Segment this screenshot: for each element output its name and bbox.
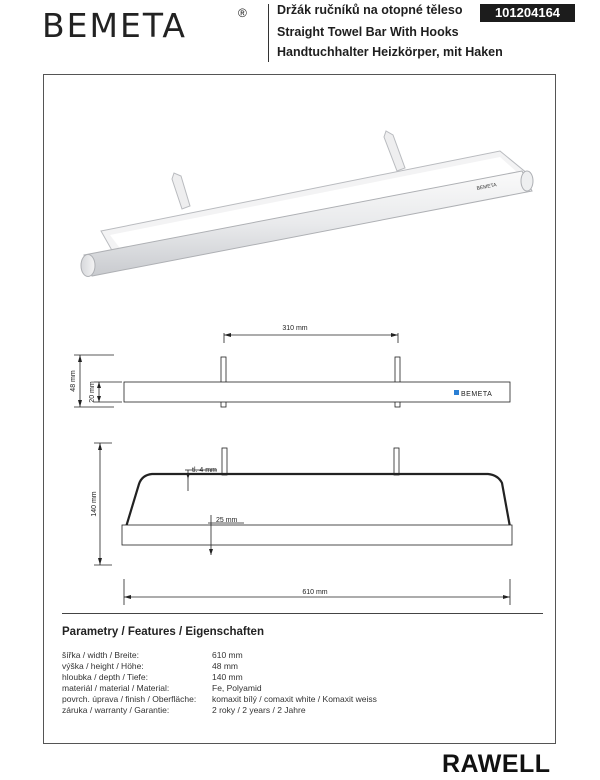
label-48mm: 48 mm <box>70 370 77 392</box>
product-code: 101204164 <box>480 4 575 22</box>
front-view-bar <box>124 382 510 402</box>
spec-row <box>62 705 482 716</box>
render-bar-logo: BEMETA <box>476 182 498 192</box>
top-view-bar <box>122 525 512 545</box>
label-140mm: 140 mm <box>91 491 98 517</box>
left-hook <box>172 173 190 209</box>
label-20mm: 20 mm <box>89 381 96 403</box>
product-render <box>44 75 555 305</box>
bar-logo-mark <box>454 390 459 395</box>
spec-row <box>62 694 482 705</box>
registered-mark: ® <box>238 6 247 20</box>
technical-drawing <box>44 315 555 610</box>
bar-end-cap <box>81 255 95 277</box>
label-tl4mm: tl. 4 mm <box>192 467 217 474</box>
drawing-bar-logo: BEMETA <box>461 391 493 398</box>
spec-row <box>62 661 482 672</box>
spec-row <box>62 650 482 661</box>
logo-text: BEMETA <box>42 6 187 45</box>
title-cz: Držák ručníků na otopné těleso <box>277 3 463 17</box>
label-25mm: 25 mm <box>216 517 238 524</box>
features-title: Parametry / Features / Eigenschaften <box>62 626 264 638</box>
spec-label: materiál / material / Material: <box>62 683 170 693</box>
spec-label: hloubka / depth / Tiefe: <box>62 672 149 682</box>
right-hook <box>384 131 405 171</box>
title-de: Handtuchhalter Heizkörper, mit Haken <box>277 45 503 59</box>
bemeta-logo <box>40 2 260 46</box>
spec-value: komaxit bílý / comaxit white / Komaxit weiss <box>212 694 377 704</box>
label-610mm: 610 mm <box>302 589 328 596</box>
spec-label: povrch. úprava / finish / Oberfläche: <box>62 694 197 704</box>
top-view-hook-left <box>222 448 227 475</box>
spec-label: výška / height / Höhe: <box>62 661 144 671</box>
header-divider <box>268 4 269 62</box>
spec-value: 48 mm <box>212 661 238 671</box>
spec-value: 2 roky / 2 years / 2 Jahre <box>212 705 306 715</box>
spec-value: 140 mm <box>212 672 243 682</box>
spec-value: 610 mm <box>212 650 243 660</box>
title-en: Straight Towel Bar With Hooks <box>277 25 459 39</box>
spec-row <box>62 683 482 694</box>
spec-label: šířka / width / Breite: <box>62 650 139 660</box>
spec-row <box>62 672 482 683</box>
spec-label: záruka / warranty / Garantie: <box>62 705 170 715</box>
top-view-hook-right <box>394 448 399 475</box>
features-divider <box>62 613 543 614</box>
top-view-frame <box>126 474 510 527</box>
label-310mm: 310 mm <box>282 325 308 332</box>
rawell-brand: RAWELL <box>442 750 551 778</box>
spec-value: Fe, Polyamid <box>212 683 262 693</box>
